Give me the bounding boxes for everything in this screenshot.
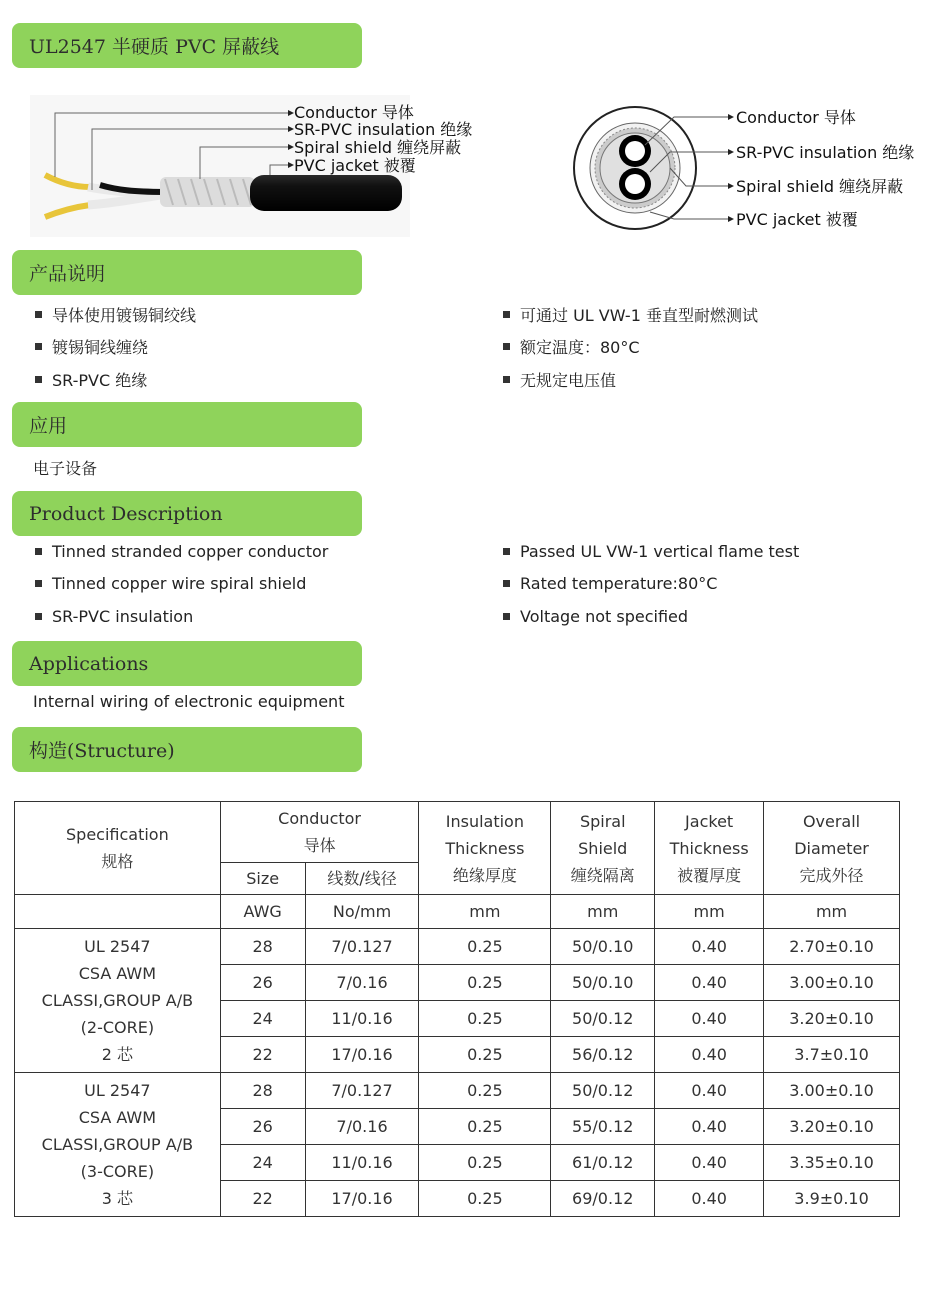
table-cell: 0.40: [655, 1145, 764, 1181]
table-cell: 3.7±0.10: [764, 1037, 900, 1073]
units-cell: mm: [551, 895, 655, 929]
product-en-left-list: [33, 535, 328, 633]
cable-cross-section-diagram: [570, 100, 930, 235]
application-en-text: Internal wiring of electronic equipment: [33, 692, 345, 711]
side-label-conductor: Conductor 导体: [294, 103, 414, 122]
table-cell: 0.40: [655, 1037, 764, 1073]
cross-label-conductor: Conductor 导体: [736, 108, 856, 127]
table-cell: 3.9±0.10: [764, 1181, 900, 1217]
bullet-square-icon: [35, 613, 42, 620]
table-cell: 24: [220, 1145, 305, 1181]
cable-side-diagram: [30, 95, 480, 240]
table-cell: 0.25: [419, 1037, 551, 1073]
jacket-header-cell: Jacket Thickness 被覆厚度: [655, 802, 764, 895]
bullet-square-icon: [503, 376, 510, 383]
table-cell: 7/0.127: [305, 929, 419, 965]
insulation-header-cell: Insulation Thickness 绝缘厚度: [419, 802, 551, 895]
list-item: Passed UL VW-1 vertical flame test: [501, 535, 799, 568]
side-label-insulation: SR-PVC insulation 绝缘: [294, 120, 473, 139]
table-cell: 50/0.10: [551, 929, 655, 965]
table-cell: 0.40: [655, 965, 764, 1001]
units-cell: mm: [655, 895, 764, 929]
list-item: SR-PVC 绝缘: [33, 363, 196, 396]
list-item: SR-PVC insulation: [33, 600, 328, 633]
table-cell: 0.25: [419, 1073, 551, 1109]
pvc-jacket-section: [250, 175, 402, 211]
table-cell: 7/0.127: [305, 1073, 419, 1109]
table-cell: 26: [220, 1109, 305, 1145]
table-cell: 7/0.16: [305, 1109, 419, 1145]
table-cell: 3.00±0.10: [764, 1073, 900, 1109]
table-row: [15, 1073, 900, 1109]
shield-header-cell: Spiral Shield 缠绕隔离: [551, 802, 655, 895]
size-header-cell: Size: [220, 863, 305, 895]
bullet-square-icon: [35, 311, 42, 318]
spec-cell: UL 2547 CSA AWM CLASSI,GROUP A/B (2-CORE) 2 芯: [15, 929, 221, 1073]
table-cell: 50/0.12: [551, 1073, 655, 1109]
bullet-square-icon: [503, 343, 510, 350]
table-cell: 0.40: [655, 1109, 764, 1145]
table-cell: 3.20±0.10: [764, 1109, 900, 1145]
table-cell: 55/0.12: [551, 1109, 655, 1145]
section-header-application-cn: [12, 402, 362, 447]
table-cell: 24: [220, 1001, 305, 1037]
table-cell: 0.25: [419, 929, 551, 965]
table-cell: 28: [220, 1073, 305, 1109]
bullet-square-icon: [35, 376, 42, 383]
conductor-header-cell: Conductor 导体: [220, 802, 419, 863]
table-cell: 0.40: [655, 929, 764, 965]
cross-label-insulation: SR-PVC insulation 绝缘: [736, 143, 915, 162]
units-cell: AWG: [220, 895, 305, 929]
section-header-structure: [12, 727, 362, 772]
table-cell: 69/0.12: [551, 1181, 655, 1217]
spec-cell: UL 2547 CSA AWM CLASSI,GROUP A/B (3-CORE) 3 芯: [15, 1073, 221, 1217]
table-cell: 22: [220, 1037, 305, 1073]
units-row: [15, 895, 900, 929]
product-cn-left-list: [33, 298, 196, 396]
table-cell: 17/0.16: [305, 1181, 419, 1217]
section-header-text: 应用: [29, 415, 68, 437]
table-cell: 61/0.12: [551, 1145, 655, 1181]
table-cell: 11/0.16: [305, 1145, 419, 1181]
section-header-text: Product Description: [29, 502, 223, 525]
table-cell: 0.40: [655, 1073, 764, 1109]
list-item: 额定温度：80°C: [501, 331, 758, 364]
bullet-square-icon: [503, 548, 510, 555]
units-cell: mm: [764, 895, 900, 929]
product-en-right-list: [501, 535, 799, 633]
page-title-text: UL2547 半硬质 PVC 屏蔽线: [29, 36, 280, 58]
section-header-applications-en: [12, 641, 362, 686]
table-cell: 56/0.12: [551, 1037, 655, 1073]
list-item: Rated temperature:80°C: [501, 568, 799, 601]
table-cell: 50/0.12: [551, 1001, 655, 1037]
application-cn-text: 电子设备: [33, 459, 98, 478]
table-row: [15, 929, 900, 965]
section-header-text: 产品说明: [29, 263, 106, 285]
table-cell: 0.25: [419, 1181, 551, 1217]
section-header-product-en: [12, 491, 362, 536]
bullet-square-icon: [35, 548, 42, 555]
units-cell: mm: [419, 895, 551, 929]
list-item: 镀锡铜线缠绕: [33, 331, 196, 364]
table-cell: 50/0.10: [551, 965, 655, 1001]
strand-header-cell: 线数/线径: [305, 863, 419, 895]
page-title: [12, 23, 362, 68]
bullet-square-icon: [35, 343, 42, 350]
spec-header-cell: Specification 规格: [15, 802, 221, 895]
bullet-square-icon: [503, 580, 510, 587]
list-item: 无规定电压值: [501, 363, 758, 396]
list-item: 可通过 UL VW-1 垂直型耐燃测试: [501, 298, 758, 331]
bullet-square-icon: [503, 613, 510, 620]
table-cell: 0.25: [419, 1109, 551, 1145]
table-cell: 0.25: [419, 1001, 551, 1037]
table-cell: 3.35±0.10: [764, 1145, 900, 1181]
table-cell: 17/0.16: [305, 1037, 419, 1073]
cross-label-shield: Spiral shield 缠绕屏蔽: [736, 177, 904, 196]
table-cell: 22: [220, 1181, 305, 1217]
list-item: Tinned stranded copper conductor: [33, 535, 328, 568]
product-cn-right-list: [501, 298, 758, 396]
list-item: Tinned copper wire spiral shield: [33, 568, 328, 601]
table-cell: 28: [220, 929, 305, 965]
table-cell: 26: [220, 965, 305, 1001]
cross-label-jacket: PVC jacket 被覆: [736, 210, 858, 229]
units-cell: [15, 895, 221, 929]
table-cell: 7/0.16: [305, 965, 419, 1001]
table-cell: 11/0.16: [305, 1001, 419, 1037]
section-header-text: 构造(Structure): [29, 740, 175, 762]
section-header-text: Applications: [29, 652, 149, 675]
side-label-shield: Spiral shield 缠绕屏蔽: [294, 138, 462, 157]
bullet-square-icon: [503, 311, 510, 318]
list-item: 导体使用镀锡铜绞线: [33, 298, 196, 331]
side-label-jacket: PVC jacket 被覆: [294, 156, 416, 175]
units-cell: No/mm: [305, 895, 419, 929]
bullet-square-icon: [35, 580, 42, 587]
section-header-product-cn: [12, 250, 362, 295]
table-cell: 2.70±0.10: [764, 929, 900, 965]
table-cell: 0.40: [655, 1181, 764, 1217]
list-item: Voltage not specified: [501, 600, 799, 633]
table-cell: 3.00±0.10: [764, 965, 900, 1001]
table-cell: 0.40: [655, 1001, 764, 1037]
table-cell: 0.25: [419, 1145, 551, 1181]
table-cell: 3.20±0.10: [764, 1001, 900, 1037]
table-cell: 0.25: [419, 965, 551, 1001]
diameter-header-cell: Overall Diameter 完成外径: [764, 802, 900, 895]
structure-table: [14, 801, 900, 1217]
